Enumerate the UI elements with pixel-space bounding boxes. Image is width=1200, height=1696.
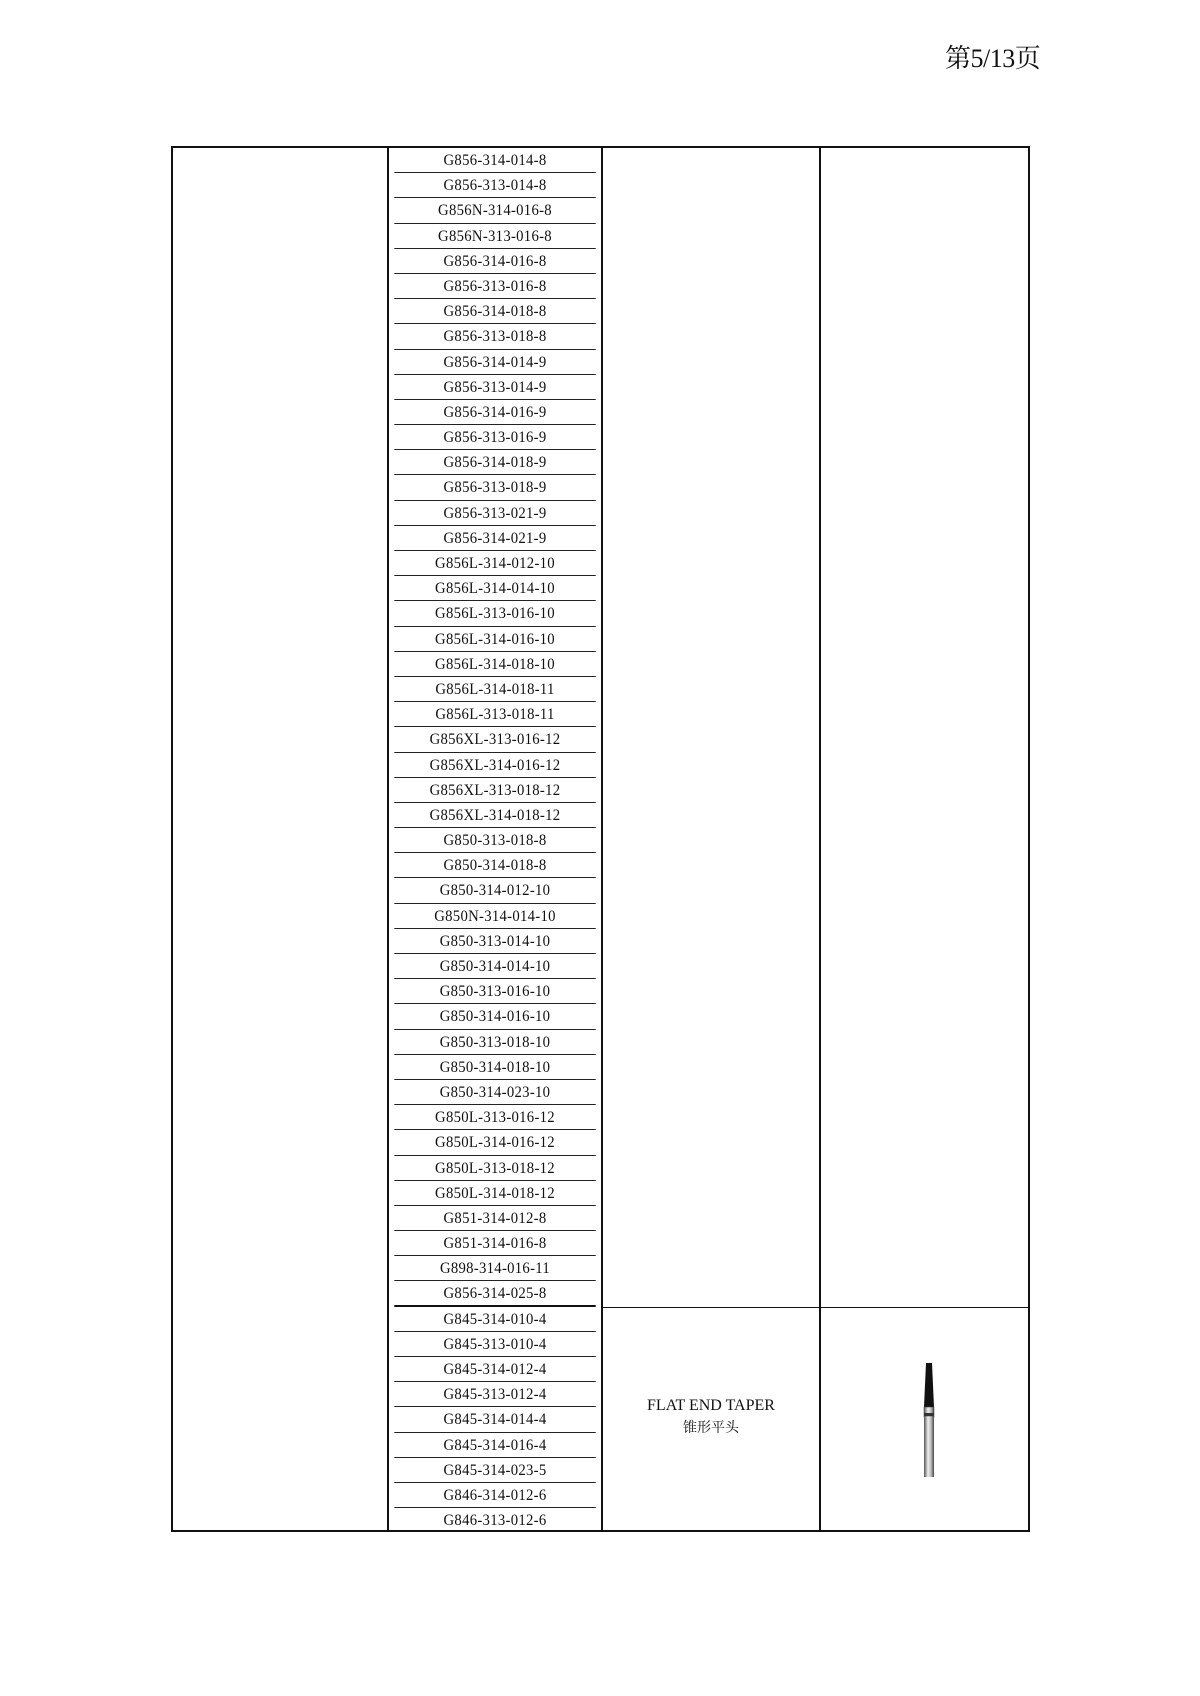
product-code-cell: G856L-314-018-10 — [394, 652, 595, 677]
product-code-cell: G845-313-012-4 — [394, 1382, 595, 1407]
product-code-cell: G856L-313-016-10 — [394, 601, 595, 626]
page-number: 第5/13页 — [945, 44, 1041, 73]
product-code-cell: G850N-314-014-10 — [394, 904, 595, 929]
product-code-cell: G850-314-012-10 — [394, 878, 595, 903]
product-code-cell: G850-313-018-8 — [394, 828, 595, 853]
image-column — [821, 148, 1028, 1530]
product-code-cell: G850L-313-018-12 — [394, 1156, 595, 1181]
flat-end-taper-bur-icon — [919, 1363, 939, 1477]
product-code-cell: G845-314-014-4 — [394, 1407, 595, 1432]
code-column — [387, 148, 603, 1530]
product-code-cell: G845-314-012-4 — [394, 1357, 595, 1382]
product-code-cell: G856-314-016-9 — [394, 400, 595, 425]
description-en: FLAT END TAPER — [647, 1396, 775, 1414]
product-code-cell: G856-313-021-9 — [394, 501, 595, 526]
product-code-cell: G850-313-014-10 — [394, 929, 595, 954]
description-zh: 锥形平头 — [683, 1419, 739, 1436]
product-code-cell: G850-314-018-8 — [394, 853, 595, 878]
description-column — [603, 148, 821, 1530]
product-code-cell: G845-314-023-5 — [394, 1458, 595, 1483]
product-code-cell: G856-314-021-9 — [394, 526, 595, 551]
product-code-cell: G856L-314-012-10 — [394, 551, 595, 576]
product-code-cell: G850-314-016-10 — [394, 1004, 595, 1029]
product-code-cell: G856-313-016-8 — [394, 274, 595, 299]
product-code-cell: G856-314-018-9 — [394, 450, 595, 475]
group-divider — [821, 1307, 1028, 1308]
product-code-cell: G856-314-018-8 — [394, 299, 595, 324]
product-code-cell: G856-313-014-8 — [394, 173, 595, 198]
product-code-cell: G850-314-023-10 — [394, 1080, 595, 1105]
product-code-cell: G856-313-018-9 — [394, 475, 595, 500]
product-code-cell: G856-314-014-8 — [394, 148, 595, 173]
product-code-cell: G850L-314-018-12 — [394, 1181, 595, 1206]
product-code-cell: G856-314-025-8 — [394, 1281, 595, 1306]
product-code-cell: G850L-314-016-12 — [394, 1130, 595, 1155]
product-code-cell: G845-314-016-4 — [394, 1433, 595, 1458]
product-code-cell: G850-314-014-10 — [394, 954, 595, 979]
product-code-cell: G856-313-014-9 — [394, 375, 595, 400]
product-code-cell: G856L-313-018-11 — [394, 702, 595, 727]
flat-end-taper-description — [603, 1397, 819, 1437]
product-code-cell: G856N-313-016-8 — [394, 224, 595, 249]
product-code-cell: G846-314-012-6 — [394, 1483, 595, 1508]
product-code-cell: G856L-314-014-10 — [394, 576, 595, 601]
product-code-cell: G850L-313-016-12 — [394, 1105, 595, 1130]
product-code-cell: G850-313-016-10 — [394, 979, 595, 1004]
product-code-cell: G856XL-314-016-12 — [394, 753, 595, 778]
group-divider — [603, 1307, 819, 1308]
product-code-cell: G856-313-016-9 — [394, 425, 595, 450]
product-code-cell: G856XL-313-018-12 — [394, 778, 595, 803]
product-code-cell: G845-314-010-4 — [394, 1307, 595, 1332]
product-table — [171, 146, 1030, 1532]
product-code-cell: G851-314-016-8 — [394, 1231, 595, 1256]
product-code-cell: G856L-314-016-10 — [394, 627, 595, 652]
product-code-cell: G856-314-014-9 — [394, 350, 595, 375]
product-code-cell: G846-313-012-6 — [443, 1512, 547, 1530]
product-code-cell: G856N-314-016-8 — [394, 198, 595, 223]
product-code-cell: G898-314-016-11 — [394, 1256, 595, 1281]
product-code-cell: G856L-314-018-11 — [394, 677, 595, 702]
product-code-cell: G856-313-018-8 — [394, 324, 595, 349]
product-code-cell: G851-314-012-8 — [394, 1206, 595, 1231]
product-code-cell: G856-314-016-8 — [394, 249, 595, 274]
product-code-cell: G856XL-314-018-12 — [394, 803, 595, 828]
product-code-cell: G845-313-010-4 — [394, 1332, 595, 1357]
product-code-cell: G850-313-018-10 — [394, 1030, 595, 1055]
product-code-cell: G850-314-018-10 — [394, 1055, 595, 1080]
product-code-cell: G856XL-313-016-12 — [394, 727, 595, 752]
category-column — [173, 148, 387, 1530]
